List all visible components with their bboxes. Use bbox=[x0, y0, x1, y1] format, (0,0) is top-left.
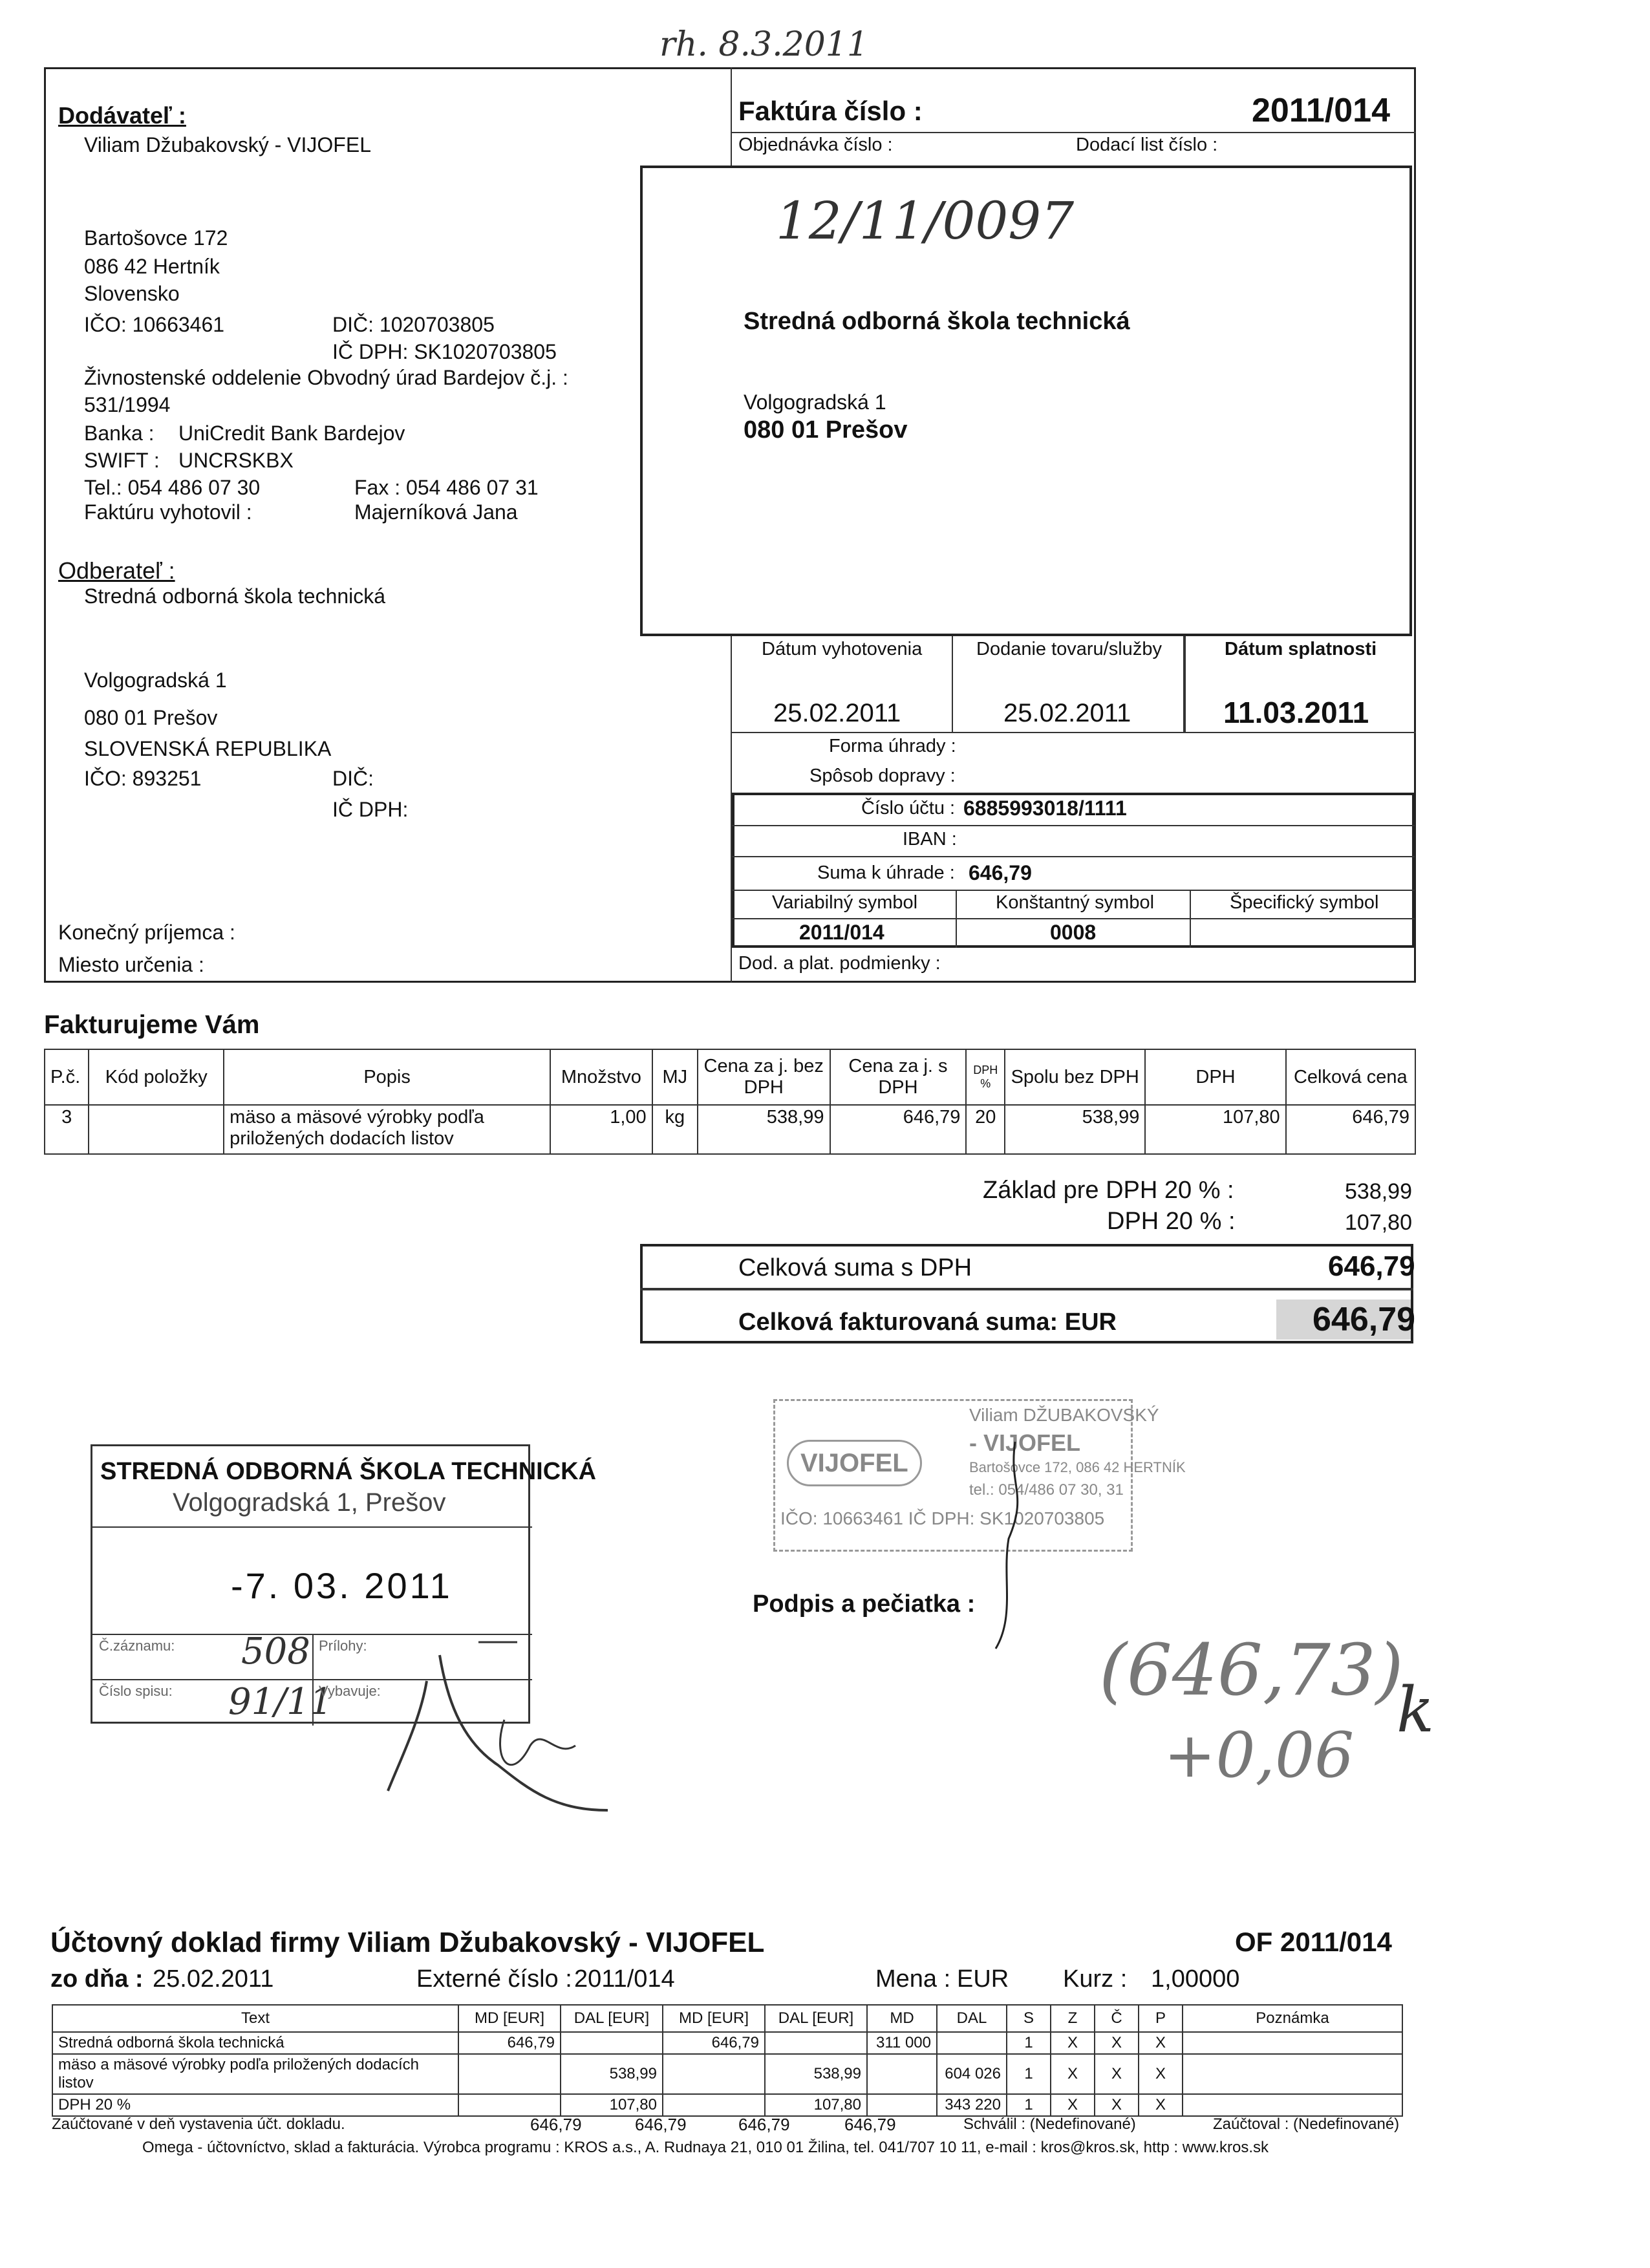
item-price-w: 646,79 bbox=[830, 1105, 967, 1154]
ledger-h-md1: MD [EUR] bbox=[458, 2005, 561, 2032]
stamp-supplier-line3: Bartošovce 172, 086 42 HERTNÍK bbox=[969, 1459, 1186, 1475]
ledger-r2-note bbox=[1183, 2094, 1402, 2116]
ledger-rate-label: Kurz : bbox=[1063, 1965, 1128, 1993]
ledger-r1-s: 1 bbox=[1007, 2054, 1051, 2094]
sum-label: Suma k úhrade : bbox=[817, 862, 955, 883]
payment-form-label: Forma úhrady : bbox=[829, 736, 956, 756]
ledger-h-dal2: DAL [EUR] bbox=[765, 2005, 867, 2032]
invoice-addr-name: Stredná odborná škola technická bbox=[744, 308, 1130, 335]
ledger-table bbox=[52, 2004, 1403, 2117]
ledger-r1-md2 bbox=[663, 2054, 765, 2094]
stamp-supplier-line4: tel.: 054/486 07 30, 31 bbox=[969, 1481, 1124, 1499]
stamp-school-line2: Volgogradská 1, Prešov bbox=[173, 1488, 446, 1517]
col-vat-pct: DPH % bbox=[966, 1049, 1005, 1105]
supplier-tel: Tel.: 054 486 07 30 bbox=[84, 476, 261, 499]
ledger-doc-number: OF 2011/014 bbox=[1235, 1927, 1392, 1957]
ledger-r0-note bbox=[1183, 2032, 1402, 2054]
ledger-ext-label: Externé číslo : bbox=[416, 1965, 572, 1993]
ledger-approved: Schválil : (Nedefinované) bbox=[963, 2115, 1136, 2133]
table-row bbox=[52, 2054, 1402, 2094]
vat-base: 538,99 bbox=[1345, 1179, 1412, 1204]
ledger-r1-md1 bbox=[458, 2054, 561, 2094]
ledger-h-text: Text bbox=[52, 2005, 458, 2032]
item-vat-pct: 20 bbox=[966, 1105, 1005, 1154]
customer-country: SLOVENSKÁ REPUBLIKA bbox=[84, 737, 332, 760]
ledger-r2-md-acc bbox=[867, 2094, 937, 2116]
ledger-r1-p: X bbox=[1139, 2054, 1183, 2094]
customer-ico: IČO: 893251 bbox=[84, 767, 202, 790]
ledger-r1-dal2: 538,99 bbox=[765, 2054, 867, 2094]
supplier-signature bbox=[970, 1435, 1047, 1655]
ledger-h-s: S bbox=[1007, 2005, 1051, 2032]
sum-value: 646,79 bbox=[969, 861, 1032, 884]
ledger-r0-z: X bbox=[1051, 2032, 1095, 2054]
payment-line-3 bbox=[732, 890, 1415, 891]
ledger-r2-md1 bbox=[458, 2094, 561, 2116]
col-price-wo: Cena za j. bez DPH bbox=[698, 1049, 830, 1105]
vat-label: DPH 20 % : bbox=[1107, 1208, 1236, 1235]
handwritten-amount: (646,73) bbox=[1099, 1629, 1404, 1711]
ledger-r2-s: 1 bbox=[1007, 2094, 1051, 2116]
col-total: Celková cena bbox=[1286, 1049, 1415, 1105]
terms-label: Dod. a plat. podmienky : bbox=[738, 953, 941, 974]
ledger-r2-md2 bbox=[663, 2094, 765, 2116]
ledger-r0-md-acc: 311 000 bbox=[867, 2032, 937, 2054]
ledger-r1-c: X bbox=[1095, 2054, 1139, 2094]
ledger-date-label: zo dňa : bbox=[50, 1965, 144, 1993]
symbols-line bbox=[732, 918, 1415, 919]
item-desc bbox=[224, 1105, 550, 1154]
ledger-h-dal-acc: DAL bbox=[937, 2005, 1007, 2032]
customer-label: Odberateľ : bbox=[58, 557, 175, 584]
ledger-r1-z: X bbox=[1051, 2054, 1095, 2094]
issue-date-label: Dátum vyhotovenia bbox=[762, 639, 923, 659]
table-row bbox=[52, 2094, 1402, 2116]
ledger-posted: Zaúčtoval : (Nedefinované) bbox=[1213, 2115, 1400, 2133]
ledger-r1-text: mäso a mäsové výrobky podľa priložených dodacích listov bbox=[52, 2054, 458, 2094]
item-total: 646,79 bbox=[1286, 1105, 1415, 1154]
supplier-city: 086 42 Hertník bbox=[84, 255, 220, 278]
col-code: Kód položky bbox=[89, 1049, 224, 1105]
stamp-file-number: 91/11 bbox=[228, 1681, 333, 1723]
payment-line-2 bbox=[732, 856, 1415, 857]
customer-final-recipient: Konečný príjemca : bbox=[58, 921, 235, 944]
ledger-r0-dal-acc bbox=[937, 2032, 1007, 2054]
ledger-currency: EUR bbox=[957, 1965, 1009, 1993]
handwritten-difference: +0,06 bbox=[1164, 1719, 1355, 1792]
stamp-supplier-line2: - VIJOFEL bbox=[969, 1429, 1081, 1456]
ledger-r1-note bbox=[1183, 2054, 1402, 2094]
var-symbol-label: Variabilný symbol bbox=[772, 892, 918, 913]
stamp-logo: VIJOFEL bbox=[787, 1440, 922, 1486]
stamp-school-line1: STREDNÁ ODBORNÁ ŠKOLA TECHNICKÁ bbox=[100, 1458, 597, 1485]
ledger-r2-dal1: 107,80 bbox=[561, 2094, 663, 2116]
title-underline bbox=[731, 132, 1416, 133]
supplier-label: Dodávateľ : bbox=[58, 102, 186, 129]
customer-city: 080 01 Prešov bbox=[84, 706, 218, 729]
ledger-footer-total-4: 646,79 bbox=[844, 2115, 896, 2134]
supplier-issued-by-label: Faktúru vyhotovil : bbox=[84, 500, 252, 524]
ledger-h-p: P bbox=[1139, 2005, 1183, 2032]
item-desc-line2: priložených dodacích listov bbox=[230, 1128, 454, 1149]
spec-symbol-label: Špecifický symbol bbox=[1230, 892, 1379, 913]
handwritten-signature bbox=[362, 1616, 647, 1862]
ledger-r0-md1: 646,79 bbox=[458, 2032, 561, 2054]
due-date: 11.03.2011 bbox=[1223, 696, 1369, 729]
col-mj: MJ bbox=[652, 1049, 698, 1105]
iban-label: IBAN : bbox=[903, 829, 957, 850]
ledger-h-z: Z bbox=[1051, 2005, 1095, 2032]
vat-base-label: Základ pre DPH 20 % : bbox=[983, 1177, 1234, 1204]
dates-divider-1 bbox=[952, 636, 953, 732]
ledger-h-dal1: DAL [EUR] bbox=[561, 2005, 663, 2032]
ledger-r1-dal1: 538,99 bbox=[561, 2054, 663, 2094]
ledger-r0-s: 1 bbox=[1007, 2032, 1051, 2054]
ledger-h-md2: MD [EUR] bbox=[663, 2005, 765, 2032]
supplier-country: Slovensko bbox=[84, 282, 180, 305]
stamp-supplier-line5: IČO: 10663461 IČ DPH: SK1020703805 bbox=[780, 1508, 1105, 1528]
col-vat: DPH bbox=[1145, 1049, 1285, 1105]
col-desc: Popis bbox=[224, 1049, 550, 1105]
supplier-issued-by: Majerníková Jana bbox=[354, 500, 518, 524]
col-total-wo: Spolu bez DPH bbox=[1005, 1049, 1145, 1105]
item-total-wo: 538,99 bbox=[1005, 1105, 1145, 1154]
ledger-r2-c: X bbox=[1095, 2094, 1139, 2116]
vat-value: 107,80 bbox=[1345, 1210, 1412, 1235]
col-pc: P.č. bbox=[45, 1049, 89, 1105]
stamp-date: -7. 03. 2011 bbox=[231, 1565, 453, 1606]
customer-icdph: IČ DPH: bbox=[332, 798, 409, 821]
ledger-title: Účtovný doklad firmy Viliam Džubakovský - VIJOFEL bbox=[50, 1927, 765, 1958]
const-symbol: 0008 bbox=[1050, 921, 1097, 944]
ledger-footer-total-2: 646,79 bbox=[635, 2115, 687, 2134]
supplier-name: Viliam Džubakovský - VIJOFEL bbox=[84, 133, 371, 156]
table-row bbox=[45, 1105, 1415, 1154]
supplier-bank-label: Banka : bbox=[84, 422, 155, 445]
dates-bottom-line bbox=[731, 732, 1416, 733]
handwritten-mark: k bbox=[1397, 1674, 1435, 1746]
stamp-reg-label: Č.záznamu: bbox=[99, 1638, 175, 1654]
ledger-ext: 2011/014 bbox=[574, 1965, 675, 1993]
ledger-r1-md-acc bbox=[867, 2054, 937, 2094]
supplier-ico: IČO: 10663461 bbox=[84, 313, 225, 336]
items-title: Fakturujeme Vám bbox=[44, 1011, 260, 1039]
ledger-h-note: Poznámka bbox=[1183, 2005, 1402, 2032]
ledger-r0-dal2 bbox=[765, 2032, 867, 2054]
stamp-divider-1 bbox=[92, 1526, 532, 1528]
supplier-swift: UNCRSKBX bbox=[178, 449, 294, 472]
col-price-w: Cena za j. s DPH bbox=[830, 1049, 967, 1105]
invoice-title: Faktúra číslo : bbox=[738, 96, 923, 126]
item-qty: 1,00 bbox=[550, 1105, 652, 1154]
handwritten-top-note: rh. 8.3.2011 bbox=[659, 25, 868, 64]
ledger-currency-label: Mena : bbox=[875, 1965, 951, 1993]
ledger-footer-left: Zaúčtované v deň vystavenia účt. dokladu. bbox=[52, 2115, 345, 2133]
customer-destination: Miesto určenia : bbox=[58, 953, 204, 976]
grand-total-label: Celková fakturovaná suma: EUR bbox=[738, 1309, 1117, 1336]
ledger-r1-dal-acc: 604 026 bbox=[937, 2054, 1007, 2094]
item-code bbox=[89, 1105, 224, 1154]
stamp-supplier-line1: Viliam DŽUBAKOVSKÝ bbox=[969, 1405, 1159, 1425]
supplier-register-no: 531/1994 bbox=[84, 393, 171, 416]
table-row bbox=[52, 2032, 1402, 2054]
handwritten-order-number: 12/11/0097 bbox=[776, 191, 1075, 251]
delivery-date: 25.02.2011 bbox=[1003, 699, 1131, 727]
ledger-r0-p: X bbox=[1139, 2032, 1183, 2054]
ledger-h-c: Č bbox=[1095, 2005, 1139, 2032]
stamp-reg-number: 508 bbox=[241, 1631, 310, 1673]
signature-label: Podpis a pečiatka : bbox=[753, 1590, 976, 1618]
software-credit: Omega - účtovníctvo, sklad a fakturácia. Výrobca programu : KROS a.s., A. Rudnaya 21, 010 01 Žilina, tel. 041/707 10 11, e-mail : kros@kros.sk, http : www.kros.sk bbox=[142, 2139, 1269, 2156]
ledger-r0-c: X bbox=[1095, 2032, 1139, 2054]
item-price-wo: 538,99 bbox=[698, 1105, 830, 1154]
supplier-bank: UniCredit Bank Bardejov bbox=[178, 422, 405, 445]
stamp-att-label: Prílohy: bbox=[319, 1638, 367, 1654]
customer-dic: DIČ: bbox=[332, 767, 374, 790]
supplier-register: Živnostenské oddelenie Obvodný úrad Bardejov č.j. : bbox=[84, 366, 568, 389]
supplier-stamp bbox=[773, 1399, 1186, 1552]
item-mj: kg bbox=[652, 1105, 698, 1154]
supplier-dic: DIČ: 1020703805 bbox=[332, 313, 495, 336]
account-label: Číslo účtu : bbox=[861, 798, 956, 818]
transport-label: Spôsob dopravy : bbox=[809, 765, 956, 786]
invoice-number: 2011/014 bbox=[1252, 92, 1391, 129]
customer-name: Stredná odborná škola technická bbox=[84, 584, 386, 608]
delivery-note-label: Dodací list číslo : bbox=[1076, 134, 1218, 155]
var-symbol: 2011/014 bbox=[799, 921, 884, 944]
invoice-addr-city: 080 01 Prešov bbox=[744, 416, 908, 444]
item-vat: 107,80 bbox=[1145, 1105, 1285, 1154]
ledger-r2-text: DPH 20 % bbox=[52, 2094, 458, 2116]
ledger-rate: 1,00000 bbox=[1151, 1965, 1240, 1993]
dates-divider-2 bbox=[1183, 636, 1186, 732]
const-symbol-label: Konštantný symbol bbox=[996, 892, 1155, 913]
supplier-swift-label: SWIFT : bbox=[84, 449, 160, 472]
ledger-r0-dal1 bbox=[561, 2032, 663, 2054]
ledger-h-md-acc: MD bbox=[867, 2005, 937, 2032]
ledger-date: 25.02.2011 bbox=[153, 1965, 274, 1993]
supplier-street: Bartošovce 172 bbox=[84, 226, 228, 250]
ledger-r2-dal-acc: 343 220 bbox=[937, 2094, 1007, 2116]
stamp-file-label: Číslo spisu: bbox=[99, 1683, 173, 1699]
payment-line-1 bbox=[732, 825, 1415, 826]
ledger-r2-z: X bbox=[1051, 2094, 1095, 2116]
supplier-fax: Fax : 054 486 07 31 bbox=[354, 476, 539, 499]
ledger-r2-p: X bbox=[1139, 2094, 1183, 2116]
due-date-label: Dátum splatnosti bbox=[1225, 639, 1377, 659]
invoice-addr-street: Volgogradská 1 bbox=[744, 390, 886, 414]
total-box-divider bbox=[640, 1288, 1413, 1290]
total-value: 646,79 bbox=[1328, 1250, 1415, 1282]
account-number: 6885993018/1111 bbox=[963, 797, 1127, 820]
items-table bbox=[44, 1049, 1416, 1155]
delivery-date-label: Dodanie tovaru/služby bbox=[976, 639, 1162, 659]
col-qty: Množstvo bbox=[550, 1049, 652, 1105]
stamp-proc-label: Vybavuje: bbox=[319, 1683, 381, 1699]
ledger-footer-total-1: 646,79 bbox=[530, 2115, 582, 2134]
order-label: Objednávka číslo : bbox=[738, 134, 893, 155]
ledger-r0-text: Stredná odborná škola technická bbox=[52, 2032, 458, 2054]
ledger-r0-md2: 646,79 bbox=[663, 2032, 765, 2054]
ledger-footer-total-3: 646,79 bbox=[738, 2115, 790, 2134]
supplier-icdph: IČ DPH: SK1020703805 bbox=[332, 340, 557, 363]
total-label: Celková suma s DPH bbox=[738, 1254, 972, 1281]
ledger-r2-dal2: 107,80 bbox=[765, 2094, 867, 2116]
issue-date: 25.02.2011 bbox=[773, 699, 901, 727]
item-pc: 3 bbox=[45, 1105, 89, 1154]
customer-street: Volgogradská 1 bbox=[84, 669, 227, 692]
item-desc-line1: mäso a mäsové výrobky podľa bbox=[230, 1107, 484, 1128]
grand-total-value: 646,79 bbox=[1312, 1301, 1416, 1338]
